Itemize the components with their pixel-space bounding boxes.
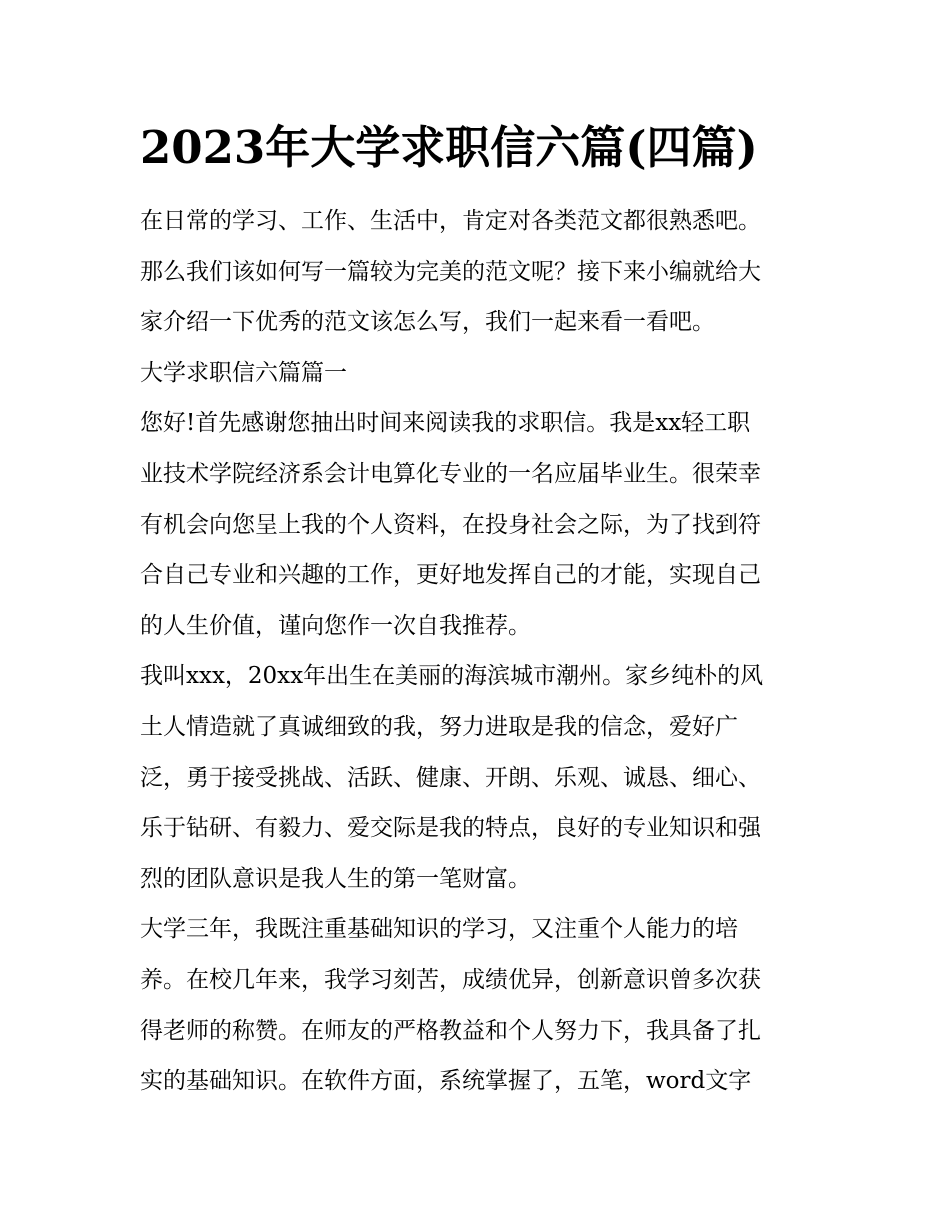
body-line: 我叫xxx，20xx年出生在美丽的海滨城市潮州。家乡纯朴的风 [140,663,764,689]
body-line: 有机会向您呈上我的个人资料，在投身社会之际，为了找到符 [140,512,761,538]
body-line: 得老师的称赞。在师友的严格教益和个人努力下，我具备了扎 [140,1018,761,1044]
body-line: 泛，勇于接受挑战、活跃、健康、开朗、乐观、诚恳、细心、 [140,765,761,791]
body-line: 的人生价值，谨向您作一次自我推荐。 [140,613,531,639]
section-heading: 大学求职信六篇篇一 [140,360,347,386]
document-title: 2023年大学求职信六篇(四篇) [140,121,758,174]
body-line: 烈的团队意识是我人生的第一笔财富。 [140,866,531,892]
body-line: 在日常的学习、工作、生活中，肯定对各类范文都很熟悉吧。 [140,208,761,234]
body-line: 乐于钻研、有毅力、爱交际是我的特点，良好的专业知识和强 [140,815,761,841]
body-line: 实的基础知识。在软件方面，系统掌握了，五笔，word文字 [140,1068,752,1094]
body-line: 家介绍一下优秀的范文该怎么写，我们一起来看一看吧。 [140,309,715,335]
body-line: 业技术学院经济系会计电算化专业的一名应届毕业生。很荣幸 [140,461,761,487]
body-line: 养。在校几年来，我学习刻苦，成绩优异，创新意识曾多次获 [140,967,761,993]
body-line: 您好!首先感谢您抽出时间来阅读我的求职信。我是xx轻工职 [140,410,751,436]
body-line: 那么我们该如何写一篇较为完美的范文呢？接下来小编就给大 [140,259,761,285]
body-line: 土人情造就了真诚细致的我，努力进取是我的信念，爱好广 [140,714,738,740]
body-line: 大学三年，我既注重基础知识的学习，又注重个人能力的培 [140,916,738,942]
body-line: 合自己专业和兴趣的工作，更好地发挥自己的才能，实现自己 [140,562,761,588]
